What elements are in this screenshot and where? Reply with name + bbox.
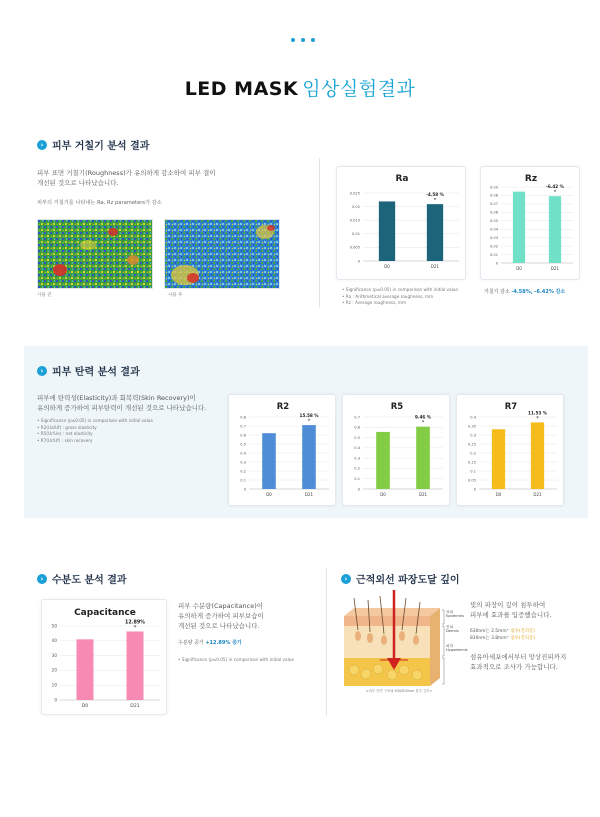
- skin-roughness-image-before: [37, 219, 153, 289]
- elasticity-notes: • Significance (p≤0.05) in comparison with initial value • R2(Ua/Uf) : gross elasticity • R5(Ur/Ue) : net elasticity • R7(Ur/Uf) : skin recovery: [37, 418, 153, 443]
- moisture-description: 피부 수분량(Capacitance)이 유의하게 증가하여 피부보습이 개선된 것으로 나타났습니다.: [178, 602, 264, 630]
- x-tick-label: D0: [380, 492, 386, 497]
- y-tick-label: 0.05: [489, 219, 498, 224]
- y-tick-label: 0.04: [489, 227, 498, 232]
- moisture-increase: 수분량 증가 +12.89% 증가: [178, 640, 242, 646]
- title-dots: [283, 38, 323, 46]
- elasticity-description: 피부에 탄력성(Elasticity)과 회복력(Skin Recovery)이 유의하게 증가하여 피부탄력이 개선된 것으로 나타났습니다.: [37, 394, 207, 412]
- infrared-description: 빛의 파장이 깊이 침투하여 피부에 효과를 입증했습니다.: [470, 601, 552, 619]
- chart-title: R5: [390, 402, 404, 412]
- y-tick-label: 0.01: [489, 252, 498, 257]
- bar-d21: [549, 196, 561, 263]
- ra-chart-card: [336, 166, 466, 280]
- capacitance-chart-card: [41, 599, 167, 715]
- image-before-caption: 사용 전: [37, 293, 52, 298]
- y-tick-label: 0.3: [470, 433, 476, 438]
- significance-star: *: [133, 624, 137, 631]
- x-tick-label: D0: [266, 492, 272, 497]
- y-tick-label: 0.4: [354, 446, 360, 451]
- chevron-right-icon: ›: [37, 366, 47, 376]
- chevron-right-icon: ›: [37, 140, 47, 150]
- y-tick-label: 0.5: [354, 435, 360, 440]
- x-tick-label: D0: [384, 264, 390, 269]
- roughness-heading: › 피부 거칠기 분석 결과: [37, 137, 149, 152]
- x-tick-label: D21: [304, 492, 314, 497]
- y-tick-label: 0.015: [349, 218, 360, 223]
- y-tick-label: 0.6: [354, 425, 360, 430]
- page-title-en: LED MASK: [184, 78, 299, 100]
- y-tick-label: 0.15: [467, 460, 476, 465]
- chart-title: R7: [504, 402, 518, 412]
- capacitance-chart: [42, 600, 168, 716]
- change-label: 11.53 %: [528, 410, 547, 416]
- moisture-heading: › 수분도 분석 결과: [37, 571, 127, 586]
- skin-roughness-image-after: [164, 219, 280, 289]
- x-tick-label: D21: [130, 704, 140, 709]
- r2-chart: [229, 395, 337, 507]
- y-tick-label: 0.1: [354, 477, 360, 482]
- chart-title: Ra: [395, 174, 409, 184]
- change-label: 12.89%: [125, 620, 145, 626]
- y-tick-label: 0: [243, 487, 246, 492]
- y-tick-label: 0: [473, 487, 476, 492]
- moisture-note: • Significance (p≤0.05) in comparison with initial value: [178, 657, 294, 662]
- significance-star: *: [433, 197, 437, 204]
- y-tick-label: 0.25: [467, 442, 476, 447]
- skin-illustration-caption: <피부 단면 구조와 630/830nm 침투 깊이>: [365, 689, 433, 693]
- bar-d21: [416, 427, 430, 489]
- y-tick-label: 0.2: [240, 469, 246, 474]
- section-divider: [319, 158, 320, 308]
- bar-d21: [427, 204, 443, 261]
- x-tick-label: D0: [516, 266, 522, 271]
- y-tick-label: 0.025: [349, 191, 360, 196]
- y-tick-label: 0: [54, 697, 57, 703]
- y-tick-label: 0.6: [240, 433, 246, 438]
- r2-chart-card: [228, 394, 336, 506]
- change-label: -4.58 %: [426, 192, 444, 198]
- wavelength-details: [470, 629, 535, 642]
- y-tick-label: 0: [495, 261, 498, 266]
- bar-d21: [127, 631, 144, 700]
- change-label: -6.42 %: [546, 184, 564, 190]
- infrared-heading: › 근적외선 파장도달 깊이: [341, 571, 460, 586]
- x-tick-label: D0: [495, 492, 502, 497]
- wavelength-830: 830nm는 3.8mm⁺ 침투(진피층): [470, 635, 535, 641]
- x-tick-label: D21: [430, 264, 440, 269]
- y-tick-label: 0.07: [489, 202, 498, 207]
- y-tick-label: 30: [51, 652, 57, 658]
- elasticity-heading: › 피부 탄력 분석 결과: [37, 363, 140, 378]
- y-tick-label: 40: [51, 638, 57, 644]
- roughness-footnotes: • Significance (p≤0.05) in comparison with initial value • Ra : Arithmetical average roughness, mm • Rz : Average roughness, mm: [342, 287, 458, 305]
- ra-chart: [337, 167, 467, 281]
- x-tick-label: D0: [81, 704, 89, 709]
- change-label: 15.58 %: [299, 413, 319, 419]
- rz-chart-card: [480, 166, 580, 280]
- y-tick-label: 0.4: [240, 451, 246, 456]
- chart-title: R2: [276, 402, 290, 412]
- y-tick-label: 0.01: [351, 232, 360, 237]
- x-tick-label: D21: [533, 492, 542, 497]
- bar-d0: [376, 432, 390, 489]
- x-tick-label: D21: [550, 266, 560, 271]
- x-tick-label: D21: [418, 492, 428, 497]
- significance-star: *: [553, 189, 557, 196]
- bar-d0: [379, 201, 395, 261]
- bar-d0: [492, 429, 505, 489]
- y-tick-label: 0.1: [240, 478, 246, 483]
- wavelength-630: 630nm는 2.5mm⁺ 침투(진피층): [470, 629, 535, 634]
- y-tick-label: 0.4: [470, 415, 476, 420]
- y-tick-label: 0.35: [467, 424, 476, 429]
- bar-d0: [262, 433, 276, 489]
- roughness-description: 피부 표면 거칠기(Roughness)가 유의하게 감소하여 피부 결이 개선된 것으로 나타났습니다.: [37, 169, 216, 187]
- y-tick-label: 0: [357, 487, 360, 492]
- significance-star: *: [536, 415, 539, 422]
- y-tick-label: 0.02: [351, 204, 360, 209]
- bar-d21: [531, 422, 544, 489]
- page-title-ko: 임상실험결과: [302, 78, 416, 100]
- y-tick-label: 0.7: [354, 415, 360, 420]
- rz-chart: [481, 167, 581, 281]
- skin-layer-labels: 표피 Epidermis 진피 Dermis 피하 Hypodermis: [446, 610, 468, 653]
- bar-d0: [77, 639, 94, 700]
- y-tick-label: 50: [51, 623, 57, 629]
- y-tick-label: 0: [357, 259, 360, 264]
- y-tick-label: 0.09: [489, 185, 498, 190]
- bar-d0: [513, 192, 525, 263]
- y-tick-label: 0.3: [354, 456, 360, 461]
- roughness-summary: 거칠기 감소 -4.58%, -6.42% 감소: [484, 289, 566, 295]
- y-tick-label: 20: [51, 667, 57, 673]
- y-tick-label: 0.05: [467, 478, 476, 483]
- y-tick-label: 0.03: [489, 235, 498, 240]
- change-label: 9.46 %: [415, 414, 431, 420]
- r7-chart-card: [456, 394, 564, 506]
- y-tick-label: 0.2: [354, 466, 360, 471]
- y-tick-label: 0.1: [470, 469, 476, 474]
- y-tick-label: 0.3: [240, 460, 246, 465]
- r5-chart-card: [342, 394, 450, 506]
- significance-star: *: [421, 420, 425, 427]
- bar-d21: [302, 425, 316, 489]
- y-tick-label: 0.5: [240, 442, 246, 447]
- significance-star: *: [307, 418, 311, 425]
- image-after-caption: 사용 후: [168, 293, 183, 298]
- y-tick-label: 0.2: [470, 451, 476, 456]
- skin-cross-section-illustration: [344, 590, 450, 694]
- section-divider: [326, 568, 327, 716]
- y-tick-label: 0.8: [240, 415, 246, 420]
- infrared-result: 섬유아세포에서부터 망상진피까지 효과적으로 조사가 가능합니다.: [470, 653, 567, 671]
- roughness-subdescription: 피부의 거칠기를 나타내는 Ra, Rz parameters가 감소: [37, 200, 162, 206]
- r5-chart: [343, 395, 451, 507]
- y-tick-label: 0.08: [489, 193, 498, 198]
- chart-title: Capacitance: [74, 608, 136, 618]
- r7-chart: [457, 395, 565, 507]
- y-tick-label: 0.02: [489, 244, 498, 249]
- y-tick-label: 0.005: [349, 245, 360, 250]
- chevron-right-icon: ›: [341, 574, 351, 584]
- y-tick-label: 0.06: [489, 210, 498, 215]
- page-title: [0, 74, 600, 101]
- chart-title: Rz: [524, 174, 538, 184]
- y-tick-label: 10: [51, 682, 57, 688]
- chevron-right-icon: ›: [37, 574, 47, 584]
- y-tick-label: 0.7: [240, 424, 246, 429]
